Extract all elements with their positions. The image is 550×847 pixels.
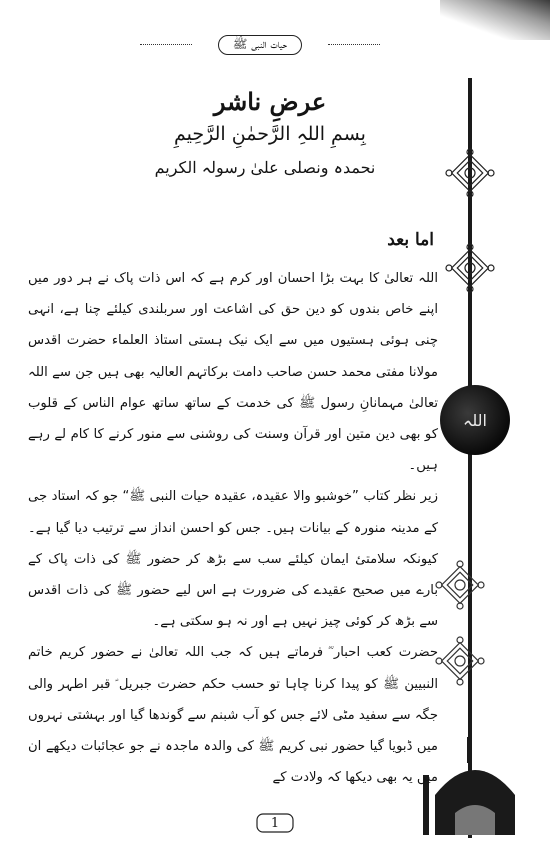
floral-ornament-icon xyxy=(435,636,485,686)
page-title: عرضِ ناشر xyxy=(213,87,327,116)
paragraph: زیر نظر کتاب ”خوشبو والا عقیدہ، عقیدہ حیات النبی ﷺ“ جو کہ استاد جی کے مدینہ منورہ کے بیانات ہیں۔ جس کو احسن انداز سے ترتیب دیا گیا ہے۔ کیونکہ سلامتیٔ ایمان کیلئے سب سے بڑھ کر حضور ﷺ کی ذات پاک کے بارے میں صحیح عقیدے کی ضرورت ہے اس لیے حضور ﷺ کی ذات اقدس سے بڑھ کر کوئی چیز نہیں ہے اور نہ ہو سکتی ہے۔ xyxy=(28,489,438,630)
running-header xyxy=(140,34,380,56)
header-rule-left xyxy=(140,44,192,45)
header-rule-right xyxy=(328,44,380,45)
badge-text: اللہ xyxy=(463,410,487,430)
page-number-text: 1 xyxy=(270,815,280,831)
body-text xyxy=(28,263,438,793)
scan-shadow xyxy=(440,0,550,40)
running-title: حیات النبی ﷺ xyxy=(218,35,302,55)
page-number xyxy=(255,812,295,834)
floral-ornament-icon xyxy=(435,560,485,610)
hamd-line: نحمدہ ونصلی علیٰ رسولہ الکریم xyxy=(154,158,376,177)
paragraph: اللہ تعالیٰ کا بہت بڑا احسان اور کرم ہے کہ اس ذات پاک نے ہر دور میں اپنے خاص بندوں کو دین حق کی اشاعت اور سربلندی کیلئے چنا ہے، انہی چنی ہوئی ہستیوں میں سے ایک نیک ہستی استاذ العلماء حضرت اقدس مولانا مفتی محمد حسن صاحب دامت برکاتہم العالیہ بھی ہیں جن سے اللہ تعالیٰ مہمانانِ رسول ﷺ کی خدمت کے ساتھ ساتھ عوام الناس کے قلوب کو بھی دین متین اور قرآن وسنت کی روشنی سے منور کرنے کا کام لے رہے ہیں۔ xyxy=(28,271,438,474)
paragraph: حضرت کعب احبار ؓ فرماتے ہیں کہ جب اللہ تعالیٰ نے حضور کریم خاتم النبیین ﷺ کو پیدا کرنا چاہا تو حسب حکم حضرت جبریل ؑ قبر اطہر والی جگہ سے سفید مٹی لائے جس کو آب شبنم سے گوندھا گیا اور بہشتی نہروں میں ڈبویا گیا حضور نبی کریم ﷺ کی والدہ ماجدہ نے جو عجائبات دیکھے ان میں یہ بھی دیکھا کہ ولادت کے xyxy=(28,645,438,786)
floral-ornament-icon xyxy=(445,243,495,293)
floral-ornament-icon xyxy=(445,148,495,198)
bismillah-line: بِسمِ اللہِ الرَّحمٰنِ الرَّحِیمِ xyxy=(174,123,366,145)
section-heading: اما بعد xyxy=(387,230,434,250)
allah-calligraphy-badge xyxy=(440,385,510,455)
